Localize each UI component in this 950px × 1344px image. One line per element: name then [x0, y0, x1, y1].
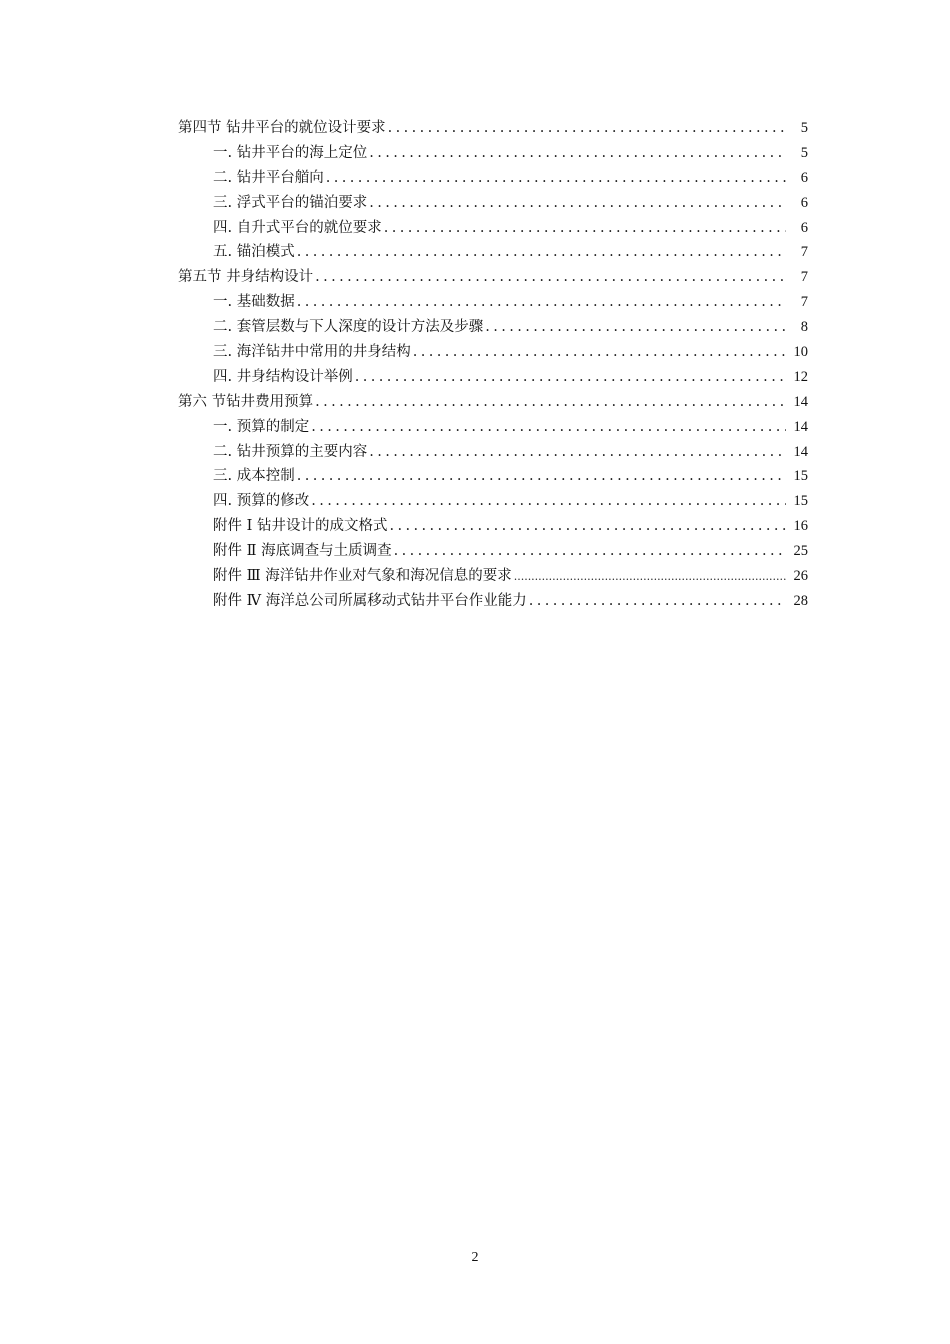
toc-entry-title: 二. 钻井预算的主要内容 — [213, 443, 368, 460]
toc-dot-leader — [485, 315, 786, 340]
toc-entry[interactable] — [178, 290, 808, 315]
toc-dot-leader — [355, 365, 786, 390]
toc-entry-page: 5 — [800, 144, 808, 161]
toc-entry[interactable] — [178, 365, 808, 390]
toc-entry-appendix-3[interactable] — [178, 564, 808, 589]
page-number: 2 — [471, 1250, 479, 1265]
toc-dot-leader — [369, 440, 786, 465]
toc-dot-leader — [394, 539, 786, 564]
toc-entry-title: 三. 浮式平台的锚泊要求 — [213, 194, 368, 211]
toc-entry-title: 二. 套管层数与下人深度的设计方法及步骤 — [213, 319, 484, 336]
toc-entry-title: 第四节 钻井平台的就位设计要求 — [178, 120, 386, 136]
toc-entry-page: 6 — [800, 169, 808, 186]
toc-entry-page: 7 — [800, 244, 808, 261]
toc-entry-title: 四. 预算的修改 — [213, 493, 310, 510]
toc-entry-page: 8 — [800, 319, 808, 336]
toc-entry-page: 7 — [800, 269, 808, 286]
toc-entry-page: 26 — [793, 568, 808, 585]
toc-entry-page: 25 — [793, 543, 808, 560]
toc-entry-title: 四. 自升式平台的就位要求 — [213, 219, 382, 236]
toc-entry-page: 14 — [793, 443, 808, 460]
table-of-contents — [178, 116, 808, 614]
toc-entry-title: 第五节 井身结构设计 — [178, 269, 314, 286]
toc-entry-page: 28 — [793, 592, 808, 609]
toc-entry-page: 7 — [800, 294, 808, 311]
toc-dot-leader — [388, 116, 786, 141]
toc-dot-leader — [514, 565, 786, 590]
toc-entry-title: 一. 基础数据 — [213, 294, 295, 311]
toc-entry-title: 附件 Ⅲ 海洋钻井作业对气象和海况信息的要求 — [213, 568, 512, 585]
toc-entry-title: 一. 预算的制定 — [213, 418, 310, 435]
toc-dot-leader — [311, 415, 786, 440]
toc-entry-section-4[interactable] — [178, 116, 808, 141]
toc-dot-leader — [384, 216, 786, 241]
toc-entry[interactable] — [178, 216, 808, 241]
toc-dot-leader — [389, 514, 786, 539]
toc-entry-appendix-1[interactable] — [178, 514, 808, 539]
toc-entry-page: 6 — [800, 194, 808, 211]
toc-dot-leader — [315, 390, 786, 415]
toc-entry-title: 附件 Ⅳ 海洋总公司所属移动式钻井平台作业能力 — [213, 592, 527, 609]
toc-entry-title: 三. 成本控制 — [213, 468, 295, 485]
toc-entry-page: 12 — [793, 368, 808, 385]
toc-entry-page: 16 — [793, 518, 808, 535]
toc-entry-title: 第六 节钻井费用预算 — [178, 393, 314, 410]
toc-dot-leader — [311, 489, 786, 514]
toc-dot-leader — [297, 240, 786, 265]
toc-entry-title: 四. 井身结构设计举例 — [213, 368, 353, 385]
toc-dot-leader — [297, 290, 786, 315]
toc-entry-section-5[interactable] — [178, 265, 808, 290]
toc-entry[interactable] — [178, 166, 808, 191]
toc-entry-title: 附件 Ⅰ 钻井设计的成文格式 — [213, 518, 388, 535]
toc-entry[interactable] — [178, 191, 808, 216]
toc-dot-leader — [315, 265, 786, 290]
toc-entry-section-6[interactable] — [178, 390, 808, 415]
toc-entry-page: 10 — [793, 344, 808, 361]
toc-entry-page: 15 — [793, 493, 808, 510]
toc-entry-title: 附件 Ⅱ 海底调查与土质调查 — [213, 543, 392, 560]
toc-entry[interactable] — [178, 489, 808, 514]
toc-dot-leader — [369, 191, 786, 216]
toc-entry-appendix-2[interactable] — [178, 539, 808, 564]
toc-entry[interactable] — [178, 340, 808, 365]
toc-entry-title: 二. 钻井平台艏向 — [213, 169, 324, 186]
toc-entry[interactable] — [178, 415, 808, 440]
toc-entry-title: 三. 海洋钻井中常用的井身结构 — [213, 344, 411, 361]
toc-entry[interactable] — [178, 240, 808, 265]
toc-entry-page: 14 — [793, 418, 808, 435]
toc-entry-title: 五. 锚泊模式 — [213, 244, 295, 261]
toc-entry-page: 15 — [793, 468, 808, 485]
toc-dot-leader — [413, 340, 786, 365]
toc-entry-page: 14 — [793, 393, 808, 410]
toc-entry[interactable] — [178, 464, 808, 489]
toc-dot-leader — [326, 166, 786, 191]
toc-entry-appendix-4[interactable] — [178, 589, 808, 614]
toc-entry-page: 5 — [800, 120, 808, 136]
toc-dot-leader — [297, 464, 786, 489]
toc-entry[interactable] — [178, 141, 808, 166]
toc-dot-leader — [529, 589, 786, 614]
toc-entry-title: 一. 钻井平台的海上定位 — [213, 144, 368, 161]
toc-entry[interactable] — [178, 315, 808, 340]
toc-entry[interactable] — [178, 440, 808, 465]
toc-entry-page: 6 — [800, 219, 808, 236]
toc-dot-leader — [369, 141, 786, 166]
